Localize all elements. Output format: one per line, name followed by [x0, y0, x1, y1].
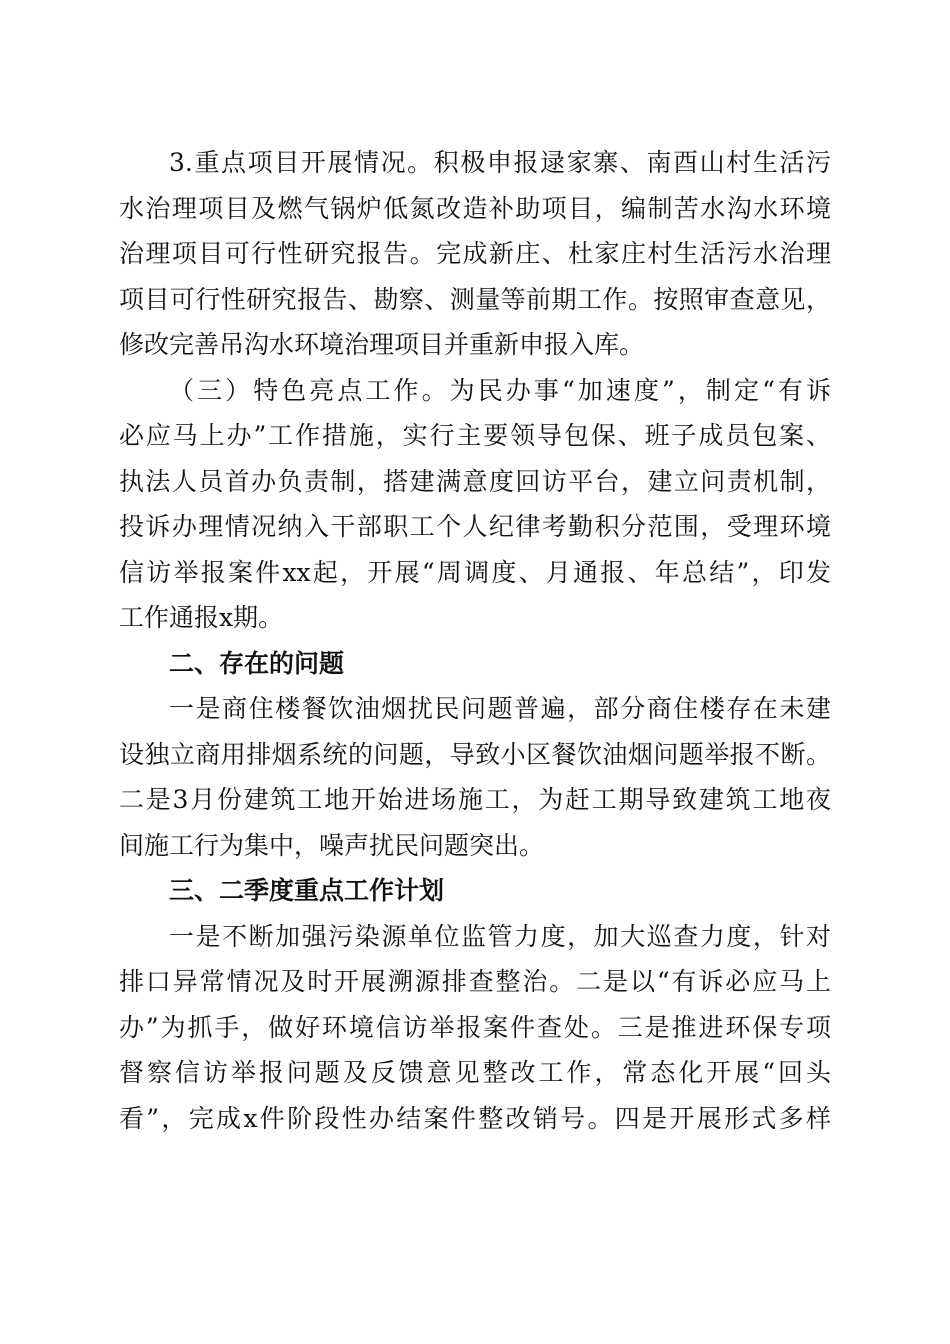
paragraph-line: 办”为抓手，做好环境信访举报案件查处。三是推进环保专项: [119, 1012, 831, 1042]
paragraph-line: 项目可行性研究报告、勘察、测量等前期工作。按照审查意见，: [119, 284, 831, 314]
paragraph-line: 修改完善吊沟水环境治理项目并重新申报入库。: [119, 330, 645, 359]
paragraph-line: （三）特色亮点工作。为民办事“加速度”，制定“有诉: [169, 375, 831, 405]
paragraph-line: 看”，完成x件阶段性办结案件整改销号。四是开展形式多样: [119, 1103, 831, 1133]
paragraph-line: 一是商住楼餐饮油烟扰民问题普遍，部分商住楼存在未建: [169, 694, 831, 723]
paragraph-line: 排口异常情况及时开展溯源排查整治。二是以“有诉必应马上: [119, 967, 831, 996]
paragraph-line: 设独立商用排烟系统的问题，导致小区餐饮油烟问题举报不断。: [119, 739, 831, 769]
paragraph-line: 治理项目可行性研究报告。完成新庄、杜家庄村生活污水治理: [119, 239, 831, 268]
paragraph-line: 督察信访举报问题及反馈意见整改工作，常态化开展“回头: [119, 1058, 831, 1087]
paragraph-line: 二是3月份建筑工地开始进场施工，为赶工期导致建筑工地夜: [119, 785, 831, 814]
paragraph-line: 必应马上办”工作措施，实行主要领导包保、班子成员包案、: [119, 421, 831, 450]
document-body: [119, 140, 831, 1141]
section-heading: 二、存在的问题: [169, 648, 345, 678]
paragraph-line: 一是不断加强污染源单位监管力度，加大巡查力度，针对: [169, 921, 831, 951]
paragraph-line: 投诉办理情况纳入干部职工个人纪律考勤积分范围，受理环境: [119, 512, 831, 541]
paragraph-line: 信访举报案件xx起，开展“周调度、月通报、年总结”，印发: [119, 557, 831, 587]
paragraph-line: 水治理项目及燃气锅炉低氮改造补助项目，编制苦水沟水环境: [119, 193, 831, 223]
section-heading: 三、二季度重点工作计划: [169, 876, 445, 905]
paragraph-line: 3.重点项目开展情况。积极申报逯家寨、南酉山村生活污: [169, 148, 831, 177]
paragraph-line: 间施工行为集中，噪声扰民问题突出。: [119, 830, 545, 860]
paragraph-line: 工作通报x期。: [119, 603, 284, 632]
paragraph-line: 执法人员首办负责制，搭建满意度回访平台，建立问责机制，: [119, 466, 831, 496]
